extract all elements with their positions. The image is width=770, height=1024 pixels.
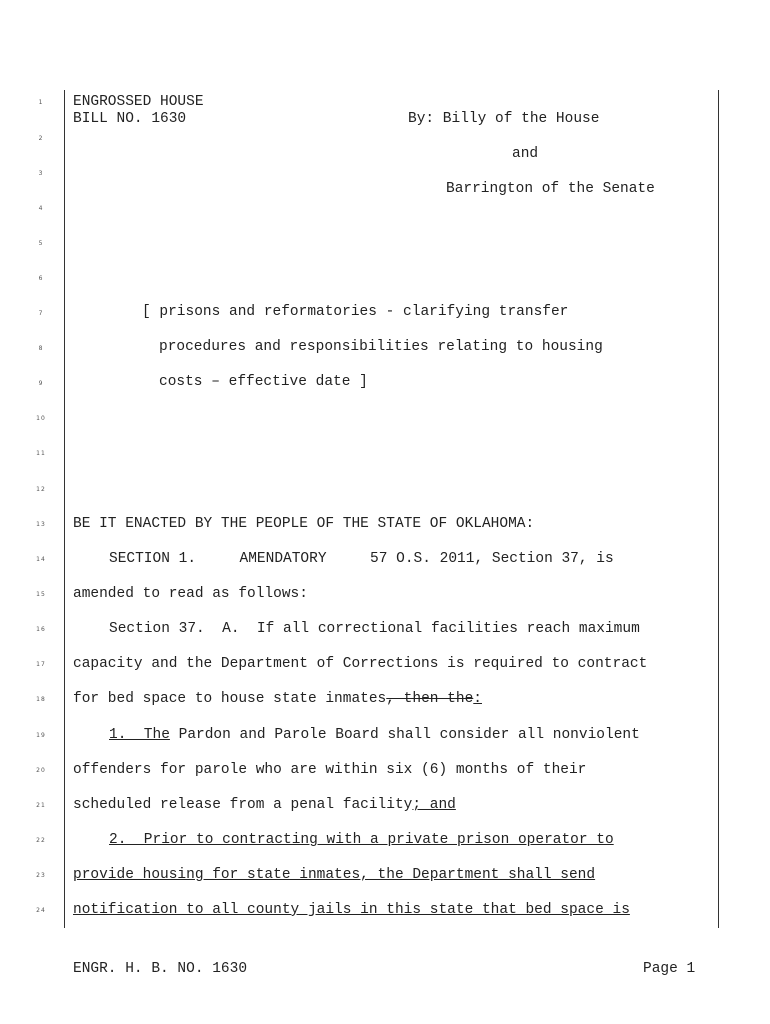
bill-designation-line1: ENGROSSED HOUSE	[73, 94, 204, 110]
line-number: 24	[36, 907, 46, 914]
section-37-line: Section 37. A. If all correctional facilities reach maximum	[109, 621, 640, 637]
bill-title-line1: [ prisons and reformatories - clarifying transfer	[142, 304, 569, 320]
inserted-text: :	[473, 691, 482, 707]
left-margin-rule	[64, 90, 65, 928]
release-line	[73, 797, 456, 814]
footer-page-number: Page 1	[643, 961, 696, 977]
item-2-line: 2. Prior to contracting with a private prison operator to	[109, 832, 614, 848]
line-number: 3	[38, 170, 44, 177]
line-number: 9	[38, 380, 44, 387]
capacity-line: capacity and the Department of Corrections is required to contract	[73, 656, 648, 672]
line-number: 8	[38, 345, 44, 352]
inserted-text: ; and	[412, 797, 456, 813]
amend-intro: amended to read as follows:	[73, 586, 308, 602]
bill-title-line3: costs – effective date ]	[159, 374, 368, 390]
notification-line: notification to all county jails in this state that bed space is	[73, 902, 630, 918]
offenders-line: offenders for parole who are within six (6) months of their	[73, 762, 587, 778]
bed-space-text: for bed space to house state inmates	[73, 691, 387, 707]
item-1-text: Pardon and Parole Board shall consider all nonviolent	[169, 727, 640, 743]
bill-designation-line2: BILL NO. 1630	[73, 111, 187, 127]
line-number: 14	[36, 556, 46, 563]
line-number: 5	[38, 240, 44, 247]
line-number: 6	[38, 275, 44, 282]
house-author: By: Billy of the House	[408, 111, 600, 127]
struck-text: , then the	[386, 691, 474, 707]
line-number: 12	[36, 486, 46, 493]
line-number: 13	[36, 521, 46, 528]
line-number: 2	[38, 135, 44, 142]
senate-author: Barrington of the Senate	[446, 181, 655, 197]
line-number: 7	[38, 310, 44, 317]
line-number: 19	[36, 732, 46, 739]
line-number: 1	[38, 99, 44, 106]
and-conjunction: and	[512, 146, 539, 162]
release-text: scheduled release from a penal facility	[73, 797, 413, 813]
line-number: 20	[36, 767, 46, 774]
line-number: 4	[38, 205, 44, 212]
enacting-clause: BE IT ENACTED BY THE PEOPLE OF THE STATE OF OKLAHOMA:	[73, 516, 535, 532]
section-heading: SECTION 1. AMENDATORY 57 O.S. 2011, Section 37, is	[109, 551, 614, 567]
right-margin-rule	[718, 90, 719, 928]
line-number: 23	[36, 872, 46, 879]
line-number: 15	[36, 591, 46, 598]
line-number: 22	[36, 837, 46, 844]
item-1-line	[109, 727, 640, 744]
inserted-text: 1. The	[109, 727, 170, 743]
footer-bill-number: ENGR. H. B. NO. 1630	[73, 961, 248, 977]
bed-space-line	[73, 691, 482, 708]
line-number: 10	[36, 415, 46, 422]
line-number: 16	[36, 626, 46, 633]
housing-line: provide housing for state inmates, the Department shall send	[73, 867, 596, 883]
line-number: 21	[36, 802, 46, 809]
line-number: 17	[36, 661, 46, 668]
line-number: 11	[36, 450, 46, 457]
bill-title-line2: procedures and responsibilities relating to housing	[159, 339, 603, 355]
line-number: 18	[36, 696, 46, 703]
